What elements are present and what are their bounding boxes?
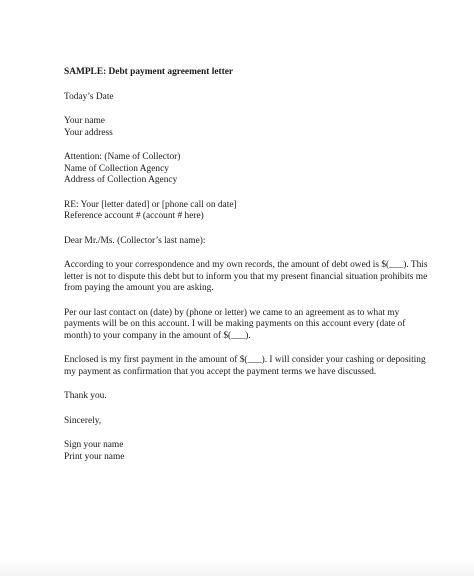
- paragraph-line: payments will be on this account. I will be making payments on this account every (date of: [64, 319, 406, 329]
- salutation: Dear Mr./Ms. (Collector’s last name):: [64, 235, 206, 246]
- signature-line: Sign your name: [64, 440, 124, 450]
- paragraph-line: my payment as confirmation that you accept the payment terms we have discussed.: [64, 366, 377, 377]
- recipient-agency-name: Name of Collection Agency: [64, 163, 169, 174]
- recipient-block: [64, 152, 444, 187]
- paragraph-line: Per our last contact on (date) by (phone or letter) we came to an agreement as to what my: [64, 307, 400, 318]
- paragraph-enclosed-payment: [64, 355, 444, 378]
- recipient-agency-address: Address of Collection Agency: [64, 175, 178, 185]
- sender-block: [64, 116, 444, 139]
- paragraph-line: letter is not to dispute this debt but to inform you that my present financial situation prohibits me: [64, 271, 428, 282]
- closing: Sincerely,: [64, 415, 102, 426]
- paragraph-line: month) to your company in the amount of $(___).: [64, 330, 251, 341]
- paragraph-debt-amount: [64, 260, 444, 295]
- reference-line: RE: Your [letter dated] or [phone call on date]: [64, 199, 237, 210]
- thank-you: Thank you.: [64, 391, 107, 401]
- page-bottom-shadow: [0, 558, 474, 576]
- printed-name-line: Print your name: [64, 451, 125, 462]
- paragraph-line: Enclosed is my first payment in the amount of $(___). I will consider your cashing or depositing: [64, 355, 426, 365]
- reference-block: [64, 200, 444, 223]
- sender-address: Your address: [64, 127, 113, 138]
- sender-name: Your name: [64, 116, 105, 126]
- paragraph-line: from paying the amount you are asking.: [64, 283, 214, 293]
- signature-block: [64, 440, 444, 463]
- letter-date: Today’s Date: [64, 91, 114, 102]
- paragraph-payment-agreement: [64, 308, 444, 343]
- letter-title: SAMPLE: Debt payment agreement letter: [64, 67, 234, 77]
- reference-account: Reference account # (account # here): [64, 211, 204, 221]
- letter-body: [64, 67, 444, 463]
- paragraph-line: According to your correspondence and my own records, the amount of debt owed is $(___). This: [64, 260, 428, 270]
- recipient-attention: Attention: (Name of Collector): [64, 152, 181, 162]
